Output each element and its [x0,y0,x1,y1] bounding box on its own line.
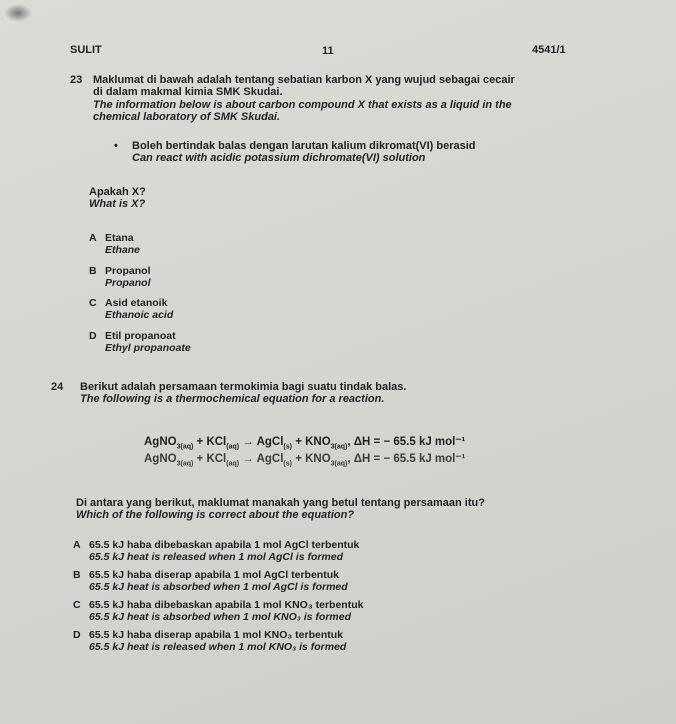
option-text-ms: Propanol [105,265,151,277]
option-text-en: 65.5 kJ heat is released when 1 mol AgCl is formed [89,551,344,563]
option-text-en: 65.5 kJ heat is absorbed when 1 mol AgCl is formed [89,581,348,593]
option-text-ms: Etil propanoat [105,330,176,342]
option-text-en: 65.5 kJ heat is absorbed when 1 mol KNO₃ is formed [89,611,351,623]
option-letter: D [89,330,97,342]
q23-ask-en: What is X? [89,198,146,210]
q24-ask-ms: Di antara yang berikut, maklumat manakah yang betul tentang persamaan itu? [76,497,485,509]
q23-text-ms-1: Maklumat di bawah adalah tentang sebatian karbon X yang wujud sebagai cecair [93,74,515,86]
q23-bullet-en: Can react with acidic potassium dichromate(VI) solution [132,152,426,164]
option-text-en: Ethanoic acid [105,309,174,321]
option-letter: C [73,599,81,611]
q24-number: 24 [51,381,64,393]
q24-text-ms: Berikut adalah persamaan termokimia bagi suatu tindak balas. [80,381,407,393]
q23-text-en-2: chemical laboratory of SMK Skudai. [93,111,281,123]
q23-text-en-1: The information below is about carbon compound X that exists as a liquid in the [93,99,512,111]
option-text-en: Ethyl propanoate [105,342,191,354]
corner-mark [4,4,32,22]
option-letter: C [89,297,97,309]
q23-ask-ms: Apakah X? [89,186,146,198]
bullet: • [114,140,118,152]
option-letter: B [73,569,81,581]
paper-code: 4541/1 [532,44,566,56]
option-text-ms: Asid etanoik [105,297,168,309]
header-sulit: SULIT [70,44,102,56]
option-letter: A [73,539,81,551]
option-text-en: Propanol [105,277,151,289]
option-text-ms: 65.5 kJ haba dibebaskan apabila 1 mol AgCl terbentuk [89,539,360,551]
option-text-en: Ethane [105,244,141,256]
page-number: 11 [322,45,334,57]
option-text-ms: 65.5 kJ haba diserap apabila 1 mol AgCl terbentuk [89,569,339,581]
option-text-ms: 65.5 kJ haba diserap apabila 1 mol KNO₃ terbentuk [89,629,344,641]
q24-text-en: The following is a thermochemical equation for a reaction. [80,393,385,405]
q23-bullet-ms: Boleh bertindak balas dengan larutan kalium dikromat(VI) berasid [132,140,476,152]
option-letter: A [89,232,97,244]
thermochemical-equation-ghost: AgNO$_{3(aq)}$ + KCl$_{(aq)}$ → AgCl$_{(s)}$ + $KNO_{3(aq)}$, ΔH = − 65.5 kJ mol⁻¹ [144,453,466,468]
q23-text-ms-2: di dalam makmal kimia SMK Skudai. [93,86,283,98]
thermochemical-equation: AgNO$_{3(aq)}$ + KCl$_{(aq)}$ → AgCl$_{(s)}$ + $KNO_{3(aq)}$, ΔH = − 65.5 kJ mol⁻¹ [144,436,466,451]
option-text-ms: 65.5 kJ haba dibebaskan apabila 1 mol KNO₃ terbentuk [89,599,364,611]
option-letter: B [89,265,97,277]
option-letter: D [73,629,81,641]
q23-number: 23 [70,74,83,86]
q24-ask-en: Which of the following is correct about the equation? [76,509,355,521]
option-text-en: 65.5 kJ heat is released when 1 mol KNO₃ is formed [89,641,347,653]
option-text-ms: Etana [105,232,134,244]
